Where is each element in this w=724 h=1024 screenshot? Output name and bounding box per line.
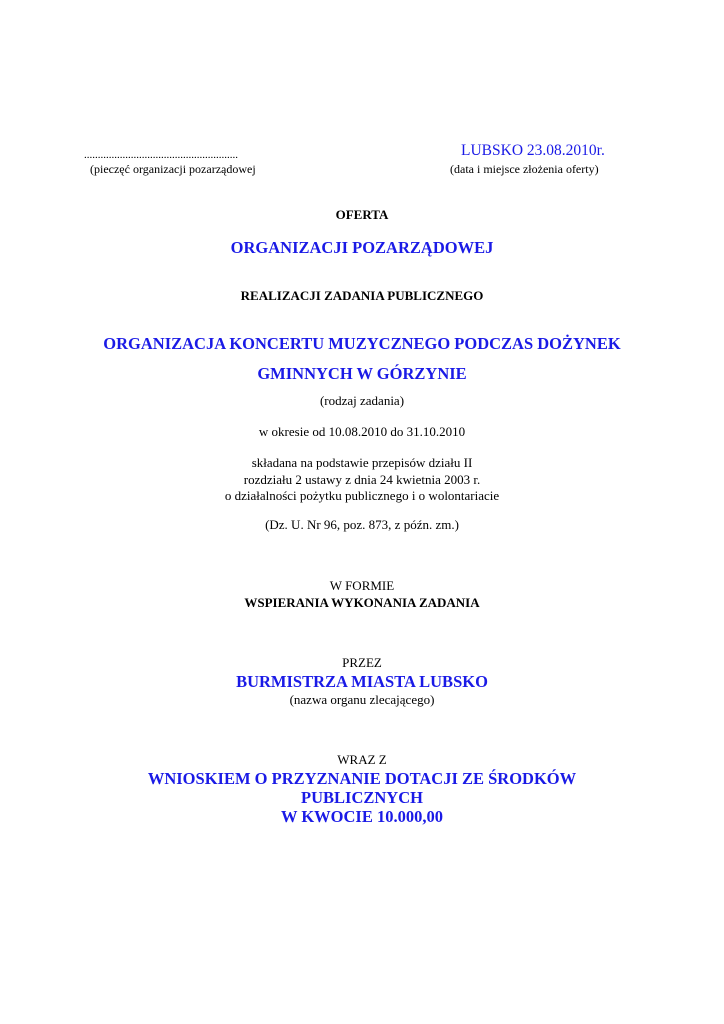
legal-basis-line-3: o działalności pożytku publicznego i o wolontariacie xyxy=(224,488,500,503)
offer-heading: OFERTA xyxy=(335,207,389,222)
task-name-line-1: ORGANIZACJA KONCERTU MUZYCZNEGO PODCZAS DOŻYNEK xyxy=(103,334,621,353)
request-label: WRAZ Z xyxy=(337,752,387,767)
organ-caption: (nazwa organu zlecającego) xyxy=(289,692,435,707)
place-date: LUBSKO 23.08.2010r. xyxy=(461,142,605,159)
form-label: W FORMIE xyxy=(329,578,395,593)
organization-type-heading: ORGANIZACJI POZARZĄDOWEJ xyxy=(230,238,494,257)
organ-name: BURMISTRZA MIASTA LUBSKO xyxy=(236,672,488,691)
legal-basis-line-1: składana na podstawie przepisów działu II xyxy=(251,455,473,470)
place-date-label: (data i miejsce złożenia oferty) xyxy=(450,162,599,176)
legal-basis-line-2: rozdziału 2 ustawy z dnia 24 kwietnia 2003 r. xyxy=(243,472,481,487)
organ-label: PRZEZ xyxy=(342,655,382,670)
task-name-line-2: GMINNYCH W GÓRZYNIE xyxy=(257,364,467,383)
task-period: w okresie od 10.08.2010 do 31.10.2010 xyxy=(258,424,466,439)
stamp-dots: ........................................................ xyxy=(84,149,238,161)
legal-reference: (Dz. U. Nr 96, poz. 873, z późn. zm.) xyxy=(265,517,459,532)
request-amount: W KWOCIE 10.000,00 xyxy=(281,807,443,826)
request-line-1: WNIOSKIEM O PRZYZNANIE DOTACJI ZE ŚRODKÓW xyxy=(147,769,577,788)
stamp-label: (pieczęć organizacji pozarządowej xyxy=(90,162,256,176)
public-task-heading: REALIZACJI ZADANIA PUBLICZNEGO xyxy=(240,288,484,303)
task-type-caption: (rodzaj zadania) xyxy=(319,393,405,408)
request-line-2: PUBLICZNYCH xyxy=(301,788,423,807)
form-value: WSPIERANIA WYKONANIA ZADANIA xyxy=(244,595,480,610)
